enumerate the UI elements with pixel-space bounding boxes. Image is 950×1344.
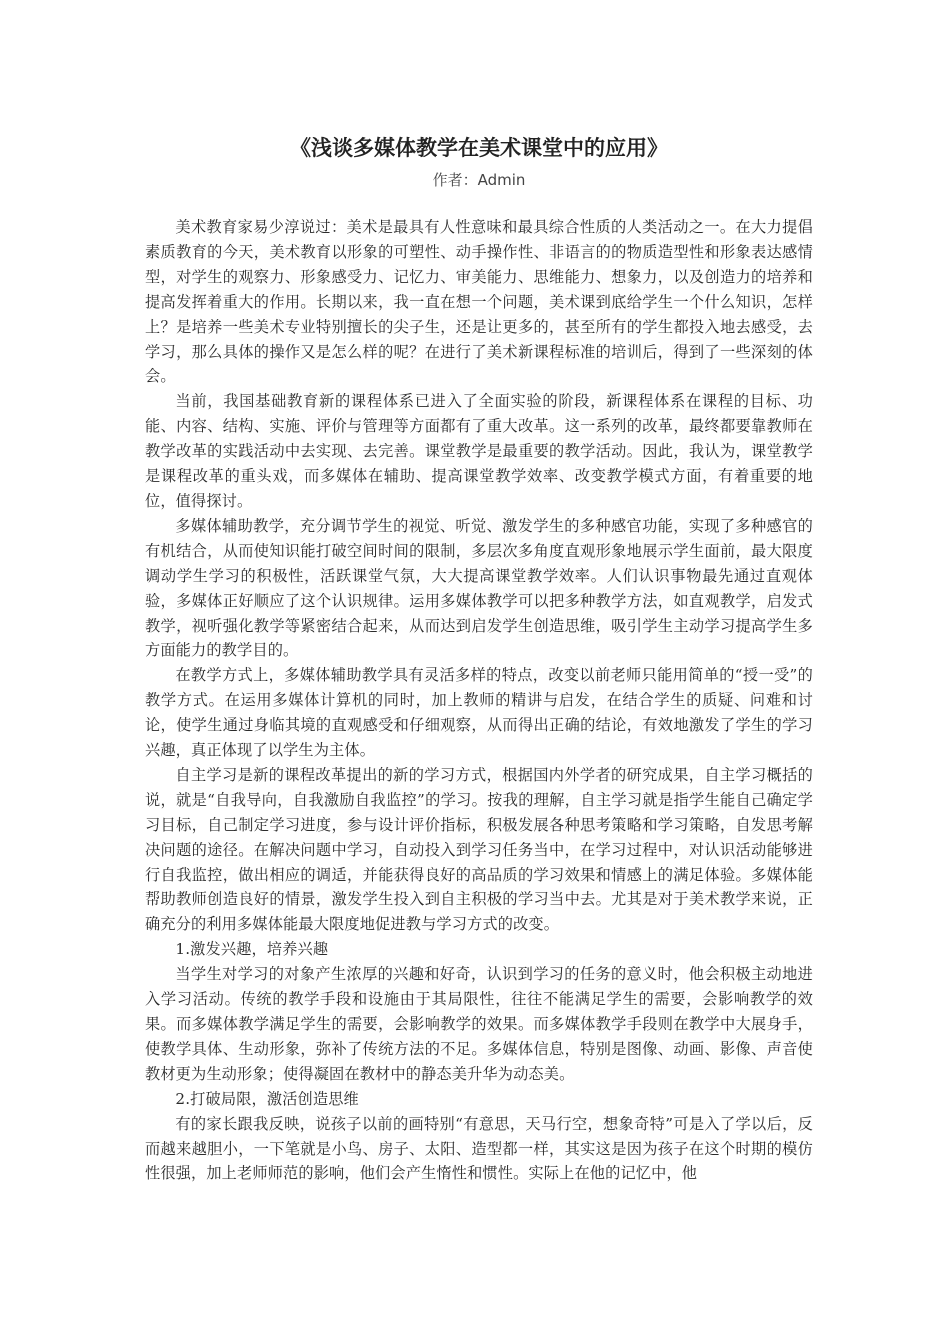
paragraph: 美术教育家易少淳说过：美术是最具有人性意味和最具综合性质的人类活动之一。在大力提倡素质教育的今天，美术教育以形象的可塑性、动手操作性、非语言的的物质造型性和形象表达感情型，对学生的观察力、形象感受力、记忆力、审美能力、思维能力、想象力，以及创造力的培养和提高发挥着重大的作用。长期以来，我一直在想一个问题，美术课到底给学生一个什么知识，怎样上？是培养一些美术专业特别擅长的尖子生，还是让更多的，甚至所有的学生都投入地去感受，去学习，那么具体的操作又是怎么样的呢？在进行了美术新课程标准的培训后，得到了一些深刻的体会。 <box>145 218 813 386</box>
paragraph: 多媒体辅助教学，充分调节学生的视觉、听觉、激发学生的多种感官功能，实现了多种感官的有机结合，从而使知识能打破空间时间的限制，多层次多角度直观形象地展示学生面前，最大限度调动学生学习的积极性，活跃课堂气氛，大大提高课堂教学效率。人们认识事物最先通过直观体验，多媒体正好顺应了这个认识规律。运用多媒体教学可以把多种教学方法，如直观教学，启发式教学，视听强化教学等紧密结合起来，从而达到启发学生创造思维，吸引学生主动学习提高学生多方面能力的教学目的。 <box>145 516 813 660</box>
paragraph: 有的家长跟我反映，说孩子以前的画特别“有意思，天马行空，想象奇特”可是入了学以后，反而越来越胆小，一下笔就是小鸟、房子、太阳、造型都一样，其实这是因为孩子在这个时期的模仿性很强，加上老师师范的影响，他们会产生惰性和惯性。实际上在他的记忆中，他 <box>145 1114 813 1183</box>
document-page <box>145 128 813 1186</box>
document-body <box>145 215 813 1186</box>
paragraph: 自主学习是新的课程改革提出的新的学习方式，根据国内外学者的研究成果，自主学习概括的说，就是“自我导向，自我激励自我监控”的学习。按我的理解，自主学习就是指学生能自己确定学习目标，自己制定学习进度，参与设计评价指标，积极发展各种思考策略和学习策略，自发思考解决问题的途径。在解决问题中学习，自动投入到学习任务当中，在学习过程中，对认识活动能够进行自我监控，做出相应的调适，并能获得良好的高品质的学习效果和情感上的满足体验。多媒体能帮助教师创造良好的情景，激发学生投入到自主积极的学习当中去。尤其是对于美术教学来说，正确充分的利用多媒体能最大限度地促进教与学习方式的改变。 <box>145 765 813 934</box>
document-title: 《浅谈多媒体教学在美术课堂中的应用》 <box>290 136 668 160</box>
section-heading: 2.打破局限，激活创造思维 <box>175 1089 359 1108</box>
paragraph: 当前，我国基础教育新的课程体系已进入了全面实验的阶段，新课程体系在课程的目标、功能、内容、结构、实施、评价与管理等方面都有了重大改革。这一系列的改革，最终都要靠教师在教学改革的实践活动中去实现、去完善。课堂教学是最重要的教学活动。因此，我认为，课堂教学是课程改革的重头戏，而多媒体在辅助、提高课堂教学效率、改变教学模式方面，有着重要的地位，值得探讨。 <box>145 392 813 510</box>
paragraph: 在教学方式上，多媒体辅助教学具有灵活多样的特点，改变以前老师只能用简单的“授一受”的教学方式。在运用多媒体计算机的同时，加上教师的精讲与启发，在结合学生的质疑、问难和讨论，使学生通过身临其境的直观感受和仔细观察，从而得出正确的结论，有效地激发了学生的学习兴趣，真正体现了以学生为主体。 <box>145 666 813 760</box>
document-author: 作者：Admin <box>432 171 526 189</box>
section-heading: 1.激发兴趣，培养兴趣 <box>175 940 329 959</box>
paragraph: 当学生对学习的对象产生浓厚的兴趣和好奇，认识到学习的任务的意义时，他会积极主动地进入学习活动。传统的教学手段和设施由于其局限性，往往不能满足学生的需要，会影响教学的效果。而多媒体教学满足学生的需要，会影响教学的效果。而多媒体教学手段则在教学中大展身手，使教学具体、生动形象，弥补了传统方法的不足。多媒体信息，特别是图像、动画、影像、声音使教材更为生动形象；使得凝固在教材中的静态美升华为动态美。 <box>145 965 813 1083</box>
